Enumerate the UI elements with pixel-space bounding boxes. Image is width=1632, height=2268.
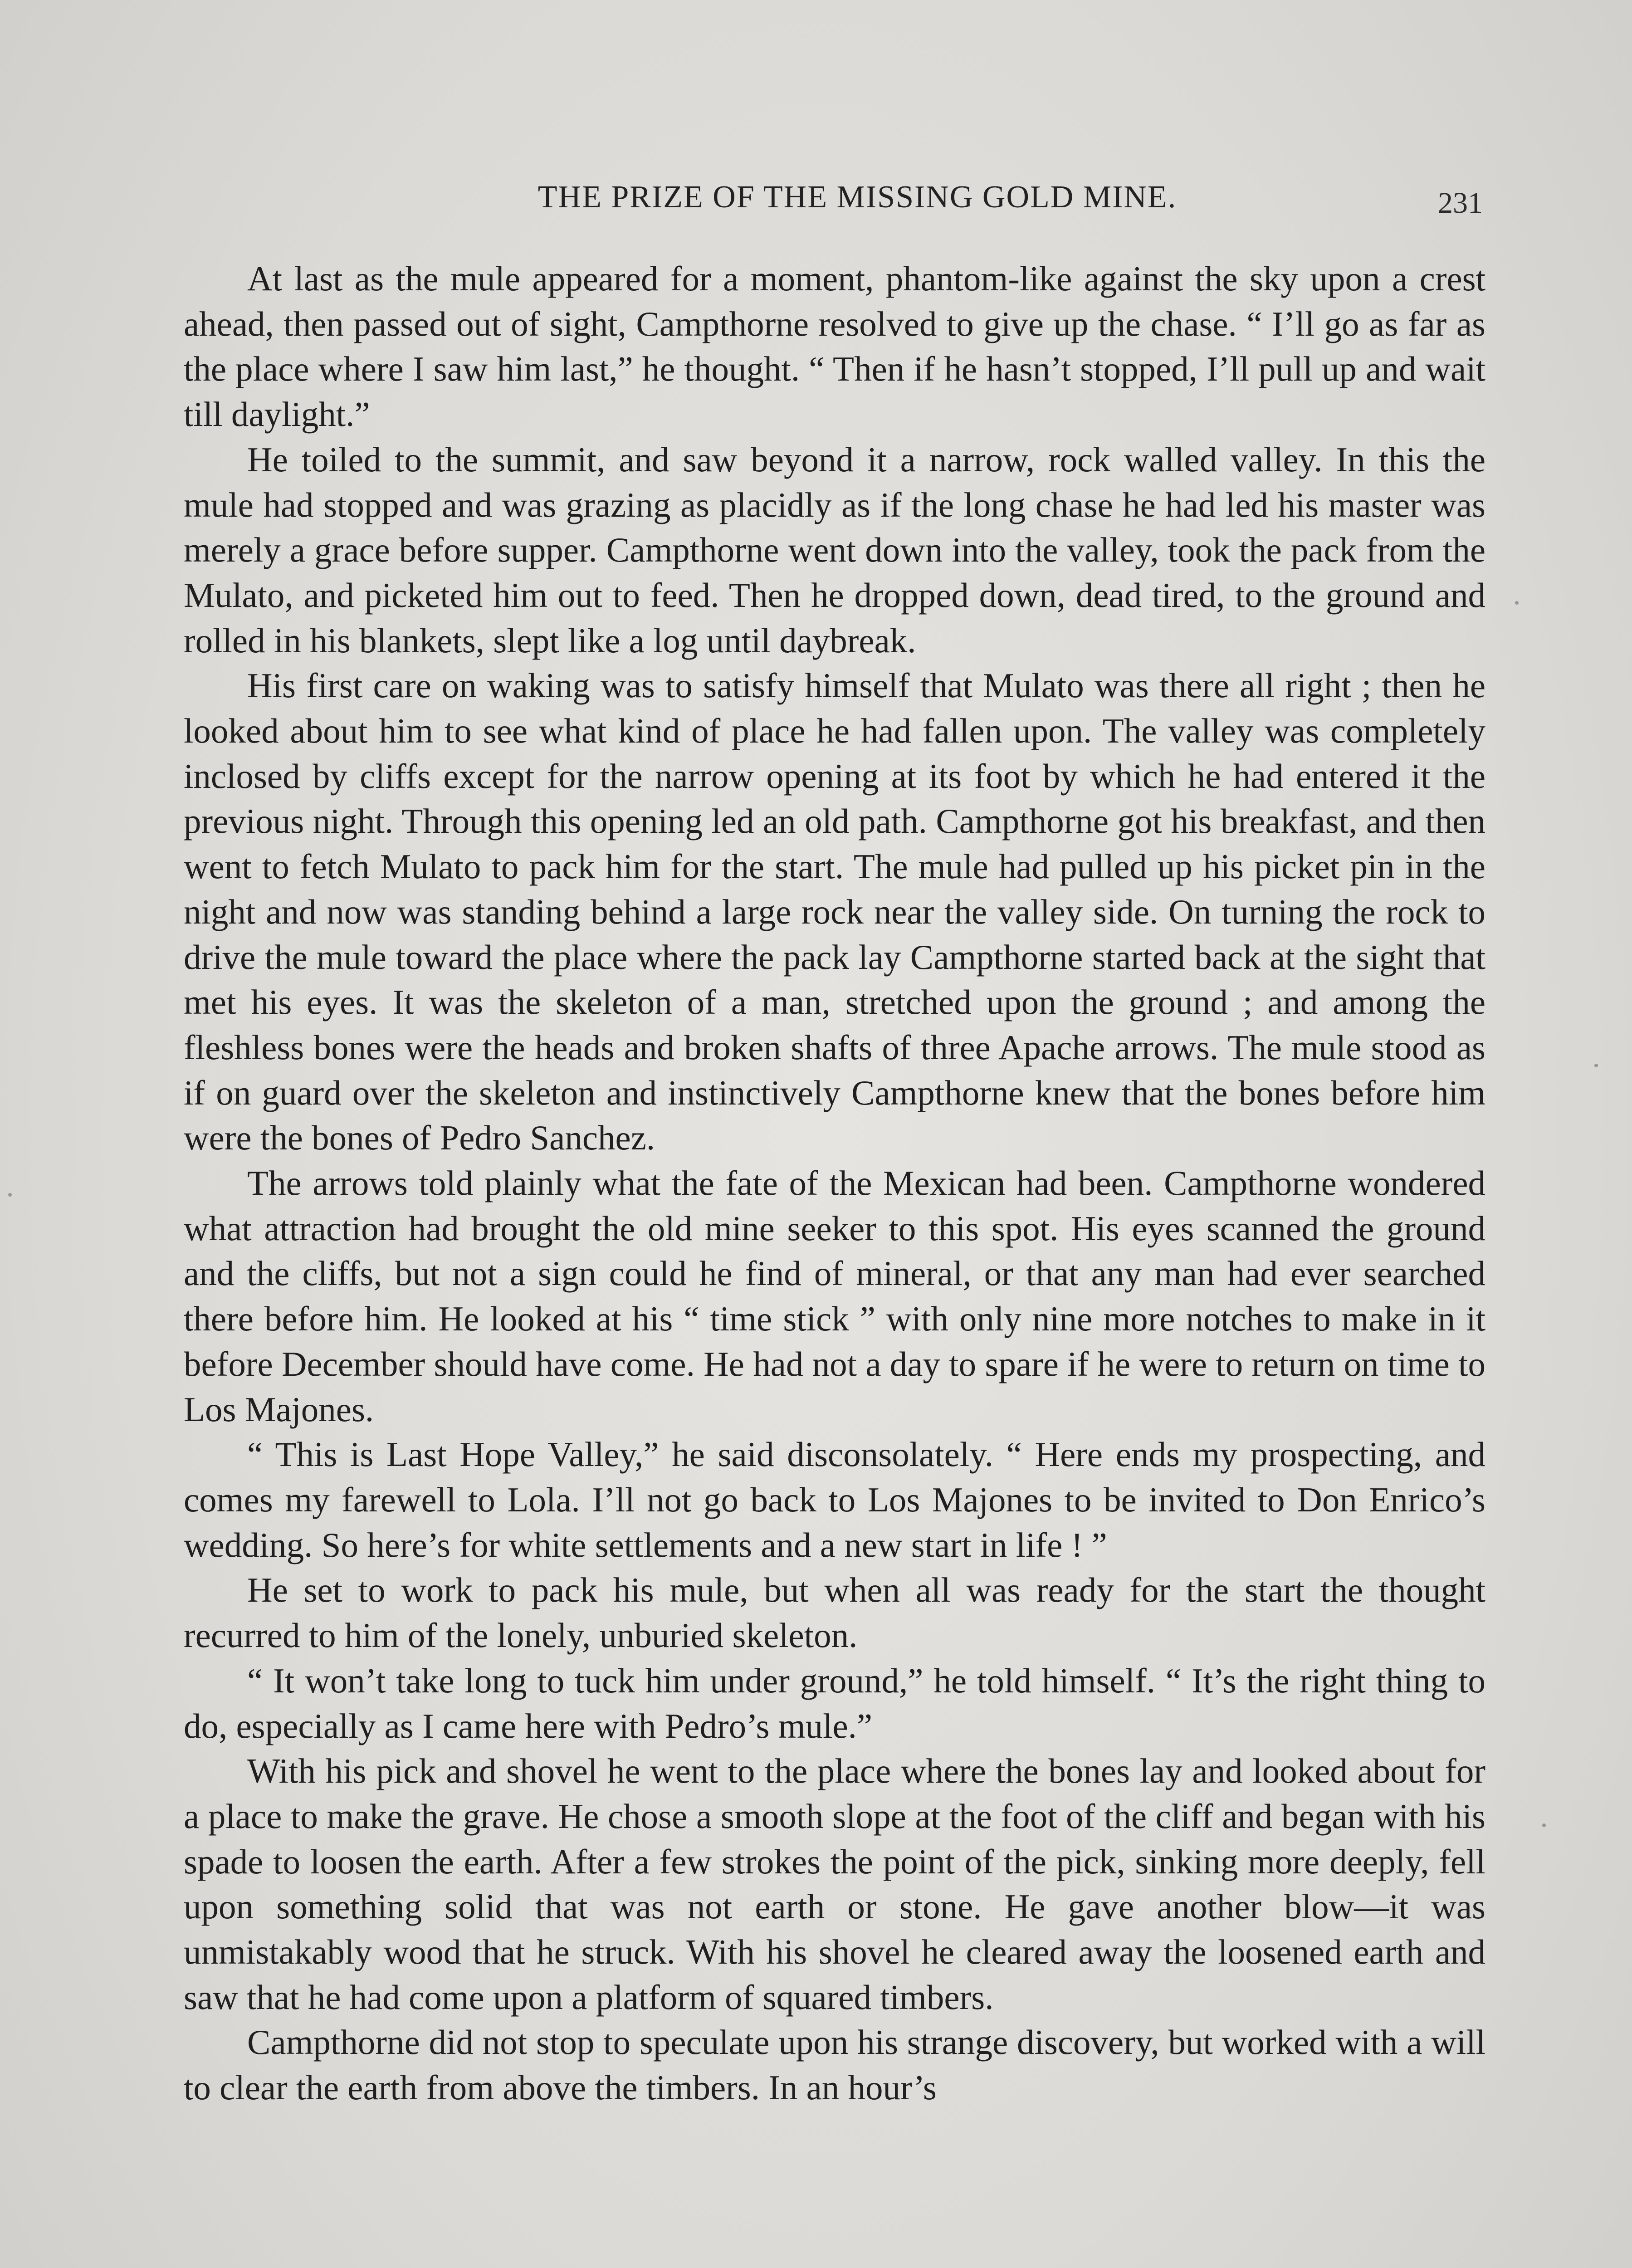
paragraph: He set to work to pack his mule, but when all was ready for the start the thought recurred to him of the lonely, unburied skeleton.: [184, 1570, 1485, 1655]
paragraph: With his pick and shovel he went to the place where the bones lay and looked about for a place to make the grave. He chose a smooth slope at the foot of the cliff and began with his spade to loosen the earth. After a few strokes the point of the pick, sinking more deeply, fell upon something solid that was not earth or stone. He gave another blow—it was unmistakably wood that he struck. With his shovel he cleared away the loosened earth and saw that he had come upon a platform of squared timbers.: [184, 1751, 1485, 2017]
print-speck: [1515, 601, 1519, 605]
paragraph: At last as the mule appeared for a moment, phantom-like against the sky upon a crest ahead, then passed out of sight, Campthorne resolved to give up the chase. “ I’ll go as far as the place where I saw him last,” he thought. “ Then if he hasn’t stopped, I’ll pull up and wait till daylight.”: [184, 259, 1485, 434]
paragraph: The arrows told plainly what the fate of the Mexican had been. Campthorne wondered what attraction had brought the old mine seeker to this spot. His eyes scanned the ground and the cliffs, but not a sign could he find of mineral, or that any man had ever searched there before him. He looked at his “ time stick ” with only nine more notches to make in it before December should have come. He had not a day to spare if he were to return on time to Los Majones.: [184, 1163, 1485, 1429]
paragraph: Campthorne did not stop to speculate upon his strange discovery, but worked with a will to clear the earth from above the timbers. In an hour’s: [184, 2023, 1485, 2107]
print-speck: [1594, 1064, 1598, 1067]
print-speck: [1542, 1823, 1546, 1827]
paragraph: “ It won’t take long to tuck him under ground,” he told himself. “ It’s the right thing to do, especially as I came here with Pedro’s mule.”: [184, 1661, 1485, 1745]
paragraph: His first care on waking was to satisfy himself that Mulato was there all right ; then he looked about him to see what kind of place he had fallen upon. The valley was completely inclosed by cliffs except for the narrow opening at its foot by which he had entered it the previous night. Through this opening led an old path. Campthorne got his breakfast, and then went to fetch Mulato to pack him for the start. The mule had pulled up his picket pin in the night and now was standing behind a large rock near the valley side. On turning the rock to drive the mule toward the place where the pack lay Campthorne started back at the sight that met his eyes. It was the skeleton of a man, stretched upon the ground ; and among the fleshless bones were the heads and broken shafts of three Apache arrows. The mule stood as if on guard over the skeleton and instinctively Campthorne knew that the bones before him were the bones of Pedro Sanchez.: [184, 666, 1485, 1158]
body-text: [184, 256, 1485, 2111]
page-number: 231: [1438, 186, 1483, 220]
running-title: THE PRIZE OF THE MISSING GOLD MINE.: [537, 180, 1177, 215]
print-speck: [8, 1193, 12, 1197]
paragraph: He toiled to the summit, and saw beyond it a narrow, rock walled valley. In this the mule had stopped and was grazing as placidly as if the long chase he had led his master was merely a grace before supper. Campthorne went down into the valley, took the pack from the Mulato, and picketed him out to feed. Then he dropped down, dead tired, to the ground and rolled in his blankets, slept like a log until daybreak.: [184, 440, 1485, 660]
paragraph: “ This is Last Hope Valley,” he said disconsolately. “ Here ends my prospecting, and comes my farewell to Lola. I’ll not go back to Los Majones to be invited to Don Enrico’s wedding. So here’s for white settlements and a new start in life ! ”: [184, 1435, 1485, 1564]
